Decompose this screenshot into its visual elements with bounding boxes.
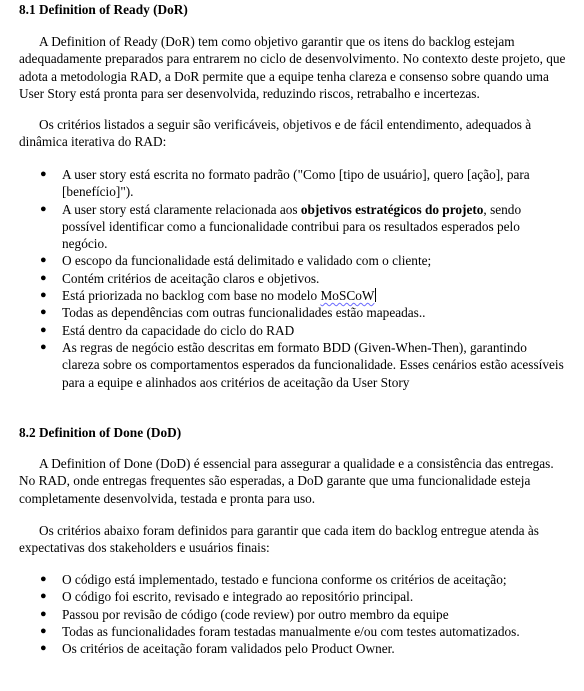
bullet-icon: ● (40, 254, 47, 267)
text-cursor (375, 288, 376, 302)
list-item (19, 270, 567, 287)
list-item-text: O código foi escrito, revisado e integrado ao repositório principal. (62, 589, 414, 605)
list-item (19, 588, 567, 605)
list-item-text: A user story está escrita no formato padrão ("Como [tipo de usuário], quero [ação], para [benefício]"). (62, 167, 530, 200)
dod-intro-paragraph: A Definition of Done (DoD) é essencial para assegurar a qualidade e a consistência das entregas. No RAD, onde entregas frequentes são esperadas, a DoD garante que uma funcionalidade esteja completamente desenvolvida, testada e pronta para uso. (19, 456, 554, 506)
list-item-bold-text: objetivos estratégicos do projeto (300, 201, 484, 217)
list-item-text: Está dentro da capacidade do ciclo do RAD (62, 322, 295, 338)
bullet-icon: ● (40, 168, 47, 180)
list-item-text: Todas as dependências com outras funcionalidades estão mapeadas.. (62, 305, 426, 321)
dor-intro-paragraph: A Definition of Ready (DoR) tem como objetivo garantir que os itens do backlog estejam adequadamente preparados para entrarem no ciclo de desenvolvimento. No contexto deste projeto, que adota a metodologia RAD, a DoR permite que a equipe tenha clareza e consenso sobre quando uma User Story está pronta para ser desenvolvida, reduzindo riscos, retrabalho e incertezas. (19, 34, 566, 101)
dod-criteria-list (19, 571, 567, 657)
bullet-icon: ● (40, 289, 47, 302)
list-item-text: Passou por revisão de código (code review) por outro membro da equipe (62, 606, 449, 622)
bullet-icon: ● (40, 607, 47, 620)
list-item (19, 304, 567, 321)
bullet-icon: ● (40, 590, 47, 603)
list-item-text: Os critérios de aceitação foram validados pelo Product Owner. (62, 641, 395, 657)
bullet-icon: ● (40, 323, 47, 336)
list-item (19, 571, 567, 588)
spellcheck-word[interactable]: MoSCoW (320, 288, 375, 304)
list-item (19, 640, 567, 657)
list-item (19, 623, 567, 640)
list-item-text: O código está implementado, testado e funciona conforme os critérios de aceitação; (62, 572, 507, 587)
bullet-icon: ● (40, 624, 47, 637)
list-item (19, 166, 567, 201)
bullet-icon: ● (40, 340, 47, 353)
bullet-icon: ● (40, 271, 47, 284)
bullet-icon: ● (40, 306, 47, 319)
list-item (19, 322, 567, 339)
list-item-text: Contém critérios de aceitação claros e objetivos. (62, 270, 320, 286)
bullet-icon: ● (40, 202, 47, 215)
dor-criteria-list (19, 166, 567, 391)
list-item (19, 201, 567, 253)
list-item-text: As regras de negócio estão descritas em formato BDD (Given-When-Then), garantindo clareza sobre os comportamentos esperados da funcionalidade. Esses cenários estão acessíveis para a equipe e alinhados aos critérios de aceitação da User Story (62, 339, 564, 390)
list-item-text: Todas as funcionalidades foram testadas manualmente e/ou com testes automatizados. (62, 623, 520, 639)
bullet-icon: ● (40, 642, 47, 655)
list-item (19, 287, 567, 304)
list-item-text: , sendo possível identificar como a funcionalidade contribui para os resultados esperados pelo negócio. (62, 201, 522, 252)
dor-heading: 8.1 Definition of Ready (DoR) (19, 2, 188, 17)
list-item-text: O escopo da funcionalidade está delimitado e validado com o cliente; (62, 253, 432, 269)
bullet-icon: ● (40, 573, 47, 585)
list-item-text: Está priorizada no backlog com base no modelo (62, 288, 318, 304)
list-item (19, 606, 567, 623)
list-item-text: A user story está claramente relacionada aos (62, 201, 298, 217)
dod-heading: 8.2 Definition of Done (DoD) (19, 425, 182, 440)
list-item (19, 339, 567, 391)
dod-criteria-intro: Os critérios abaixo foram definidos para garantir que cada item do backlog entregue atenda às expectativas dos stakeholders e usuários finais: (19, 523, 539, 556)
dor-criteria-intro: Os critérios listados a seguir são verificáveis, objetivos e de fácil entendimento, adequados à dinâmica iterativa do RAD: (19, 117, 532, 150)
list-item (19, 252, 567, 269)
